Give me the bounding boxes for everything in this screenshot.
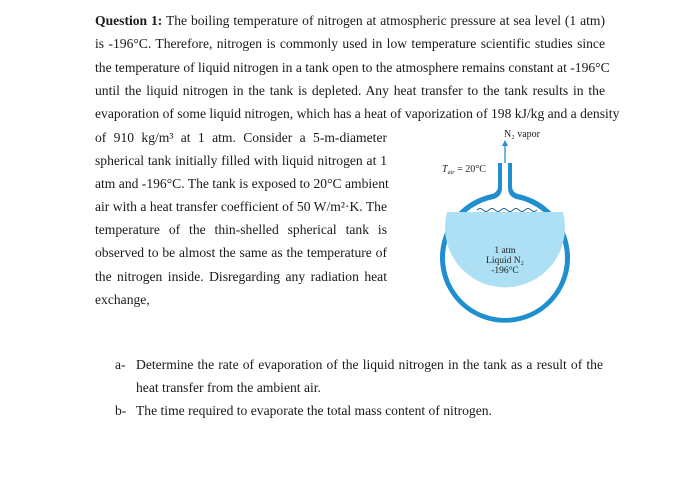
vapor-label: N₂ vapor [504,129,540,140]
vapor-arrowhead [502,140,508,146]
tank-figure [420,120,620,325]
item-b-line-1: The time required to evaporate the total mass content of nitrogen. [136,403,492,418]
question-line-1: Question 1: The boiling temperature of nitrogen at atmospheric pressure at sea level (1 atm) [95,13,606,28]
inside-substance: Liquid N₂ [486,256,524,266]
question-line-5: evaporation of some liquid nitrogen, which has a heat of vaporization of 198 kJ/kg and a density [95,106,620,121]
question-line-7: spherical tank initially filled with liquid nitrogen at 1 [95,153,387,168]
question-line-12: the nitrogen inside. Disregarding any radiation heat [95,269,387,284]
question-line-2: is -196°C. Therefore, nitrogen is commonly used in low temperature scientific studies since [95,36,605,51]
inside-temperature: -196°C [491,266,519,276]
item-a-line-2: heat transfer from the ambient air. [136,380,321,395]
question-line-11: observed to be almost the same as the temperature of [95,245,387,260]
inside-pressure: 1 atm [494,246,516,256]
question-line-8: atm and -196°C. The tank is exposed to 20°C ambient [95,176,389,191]
question-line-10: temperature of the thin-shelled spherical tank is [95,222,387,237]
tair-label: $T_{air} = 20^\circ C$ [442,164,486,176]
item-a-line-1: Determine the rate of evaporation of the liquid nitrogen in the tank as a result of the [136,357,603,372]
question-line-6: of 910 kg/m³ at 1 atm. Consider a 5-m-diameter [95,130,387,145]
item-a-marker: a- [115,357,126,372]
question-line-3: the temperature of liquid nitrogen in a tank open to the atmosphere remains constant at -196°C [95,60,610,75]
question-line-4: until the liquid nitrogen in the tank is depleted. Any heat transfer to the tank results in the [95,83,605,98]
question-line-9: air with a heat transfer coefficient of 50 W/m²·K. The [95,199,387,214]
question-label: Question 1: [95,13,163,28]
question-line-13: exchange, [95,292,150,307]
item-b-marker: b- [115,403,127,418]
